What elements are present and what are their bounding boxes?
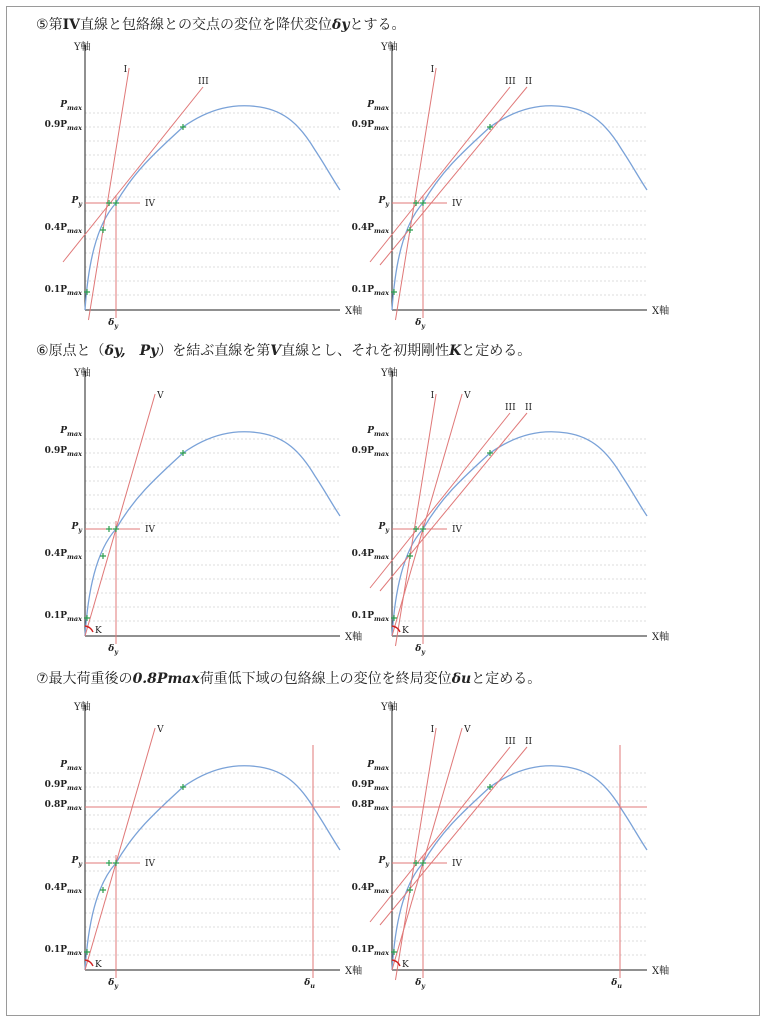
label-k: K [402, 960, 409, 970]
label-0.1pmax: $0.1P_{max}$ [44, 945, 82, 957]
line-ii [380, 87, 527, 265]
envelope-curve [85, 432, 340, 636]
panel-5-right [352, 40, 670, 330]
label-pmax: $P_{max}$ [60, 426, 82, 438]
envelope-curve [392, 766, 647, 970]
x-axis-label: X軸 [652, 306, 670, 317]
label-0.4pmax: $0.4P_{max}$ [351, 883, 389, 895]
label-delta-y: $\delta_y$ [108, 318, 118, 330]
label-0.4pmax: $0.4P_{max}$ [351, 549, 389, 561]
label-delta-y: $\delta_y$ [108, 644, 118, 656]
label-i: I [430, 65, 435, 75]
label-iii: III [198, 77, 209, 87]
point-marker [106, 526, 112, 532]
label-0.8pmax: $0.8P_{max}$ [44, 800, 82, 812]
envelope-curve [85, 766, 340, 970]
line-i [395, 68, 436, 320]
envelope-curve [85, 106, 340, 310]
label-py: $P_y$ [378, 196, 389, 208]
label-0.1pmax: $0.1P_{max}$ [351, 285, 389, 297]
x-axis-label: X軸 [652, 966, 670, 977]
label-py: $P_y$ [378, 522, 389, 534]
x-axis-label: X軸 [345, 306, 363, 317]
label-delta-u: $\delta_u$ [304, 978, 315, 990]
line-v [392, 728, 462, 970]
label-ii: II [525, 403, 533, 413]
label-pmax: $P_{max}$ [367, 426, 389, 438]
label-0.4pmax: $0.4P_{max}$ [351, 223, 389, 235]
line-ii [380, 747, 527, 925]
line-v [392, 394, 462, 636]
label-iii: III [505, 403, 516, 413]
label-v: V [464, 725, 471, 735]
label-i: I [430, 725, 435, 735]
label-0.9pmax: $0.9P_{max}$ [351, 780, 389, 792]
line-v [85, 394, 155, 636]
label-py: $P_y$ [71, 522, 82, 534]
label-py: $P_y$ [71, 196, 82, 208]
label-ii: II [525, 77, 533, 87]
point-marker [106, 860, 112, 866]
x-axis-label: X軸 [652, 632, 670, 643]
panel-7-left [45, 700, 363, 990]
y-axis-label: Y軸 [74, 368, 91, 379]
panel-5-left [45, 40, 363, 330]
panel-6-left [45, 366, 363, 656]
label-0.1pmax: $0.1P_{max}$ [44, 285, 82, 297]
label-pmax: $P_{max}$ [60, 100, 82, 112]
x-axis-label: X軸 [345, 632, 363, 643]
label-iv: IV [145, 525, 156, 535]
label-iv: IV [145, 859, 156, 869]
line-v [85, 728, 155, 970]
label-v: V [157, 391, 164, 401]
label-iv: IV [452, 525, 463, 535]
y-axis-label: Y軸 [381, 42, 398, 53]
label-delta-y: $\delta_y$ [108, 978, 118, 990]
label-0.9pmax: $0.9P_{max}$ [351, 120, 389, 132]
label-0.4pmax: $0.4P_{max}$ [44, 223, 82, 235]
line-i [395, 394, 436, 646]
label-k: K [95, 960, 102, 970]
x-axis-label: X軸 [345, 966, 363, 977]
label-delta-y: $\delta_y$ [415, 318, 425, 330]
label-ii: II [525, 737, 533, 747]
label-py: $P_y$ [378, 856, 389, 868]
envelope-curve [392, 106, 647, 310]
label-0.8pmax: $0.8P_{max}$ [351, 800, 389, 812]
label-delta-u: $\delta_u$ [611, 978, 622, 990]
label-delta-y: $\delta_y$ [415, 978, 425, 990]
label-0.4pmax: $0.4P_{max}$ [44, 883, 82, 895]
label-py: $P_y$ [71, 856, 82, 868]
label-i: I [123, 65, 128, 75]
label-0.4pmax: $0.4P_{max}$ [44, 549, 82, 561]
y-axis-label: Y軸 [74, 702, 91, 713]
y-axis-label: Y軸 [381, 702, 398, 713]
envelope-curve [392, 432, 647, 636]
label-k: K [402, 626, 409, 636]
label-pmax: $P_{max}$ [367, 100, 389, 112]
label-iii: III [505, 77, 516, 87]
line-i [395, 728, 436, 980]
label-iv: IV [452, 859, 463, 869]
label-0.1pmax: $0.1P_{max}$ [44, 611, 82, 623]
label-i: I [430, 391, 435, 401]
heading-step-6: ⑥原点と（δy, Py）を結ぶ直線を第V直線とし、それを初期剛性Kと定める。 [36, 343, 532, 359]
line-i [88, 68, 129, 320]
label-0.9pmax: $0.9P_{max}$ [44, 120, 82, 132]
panel-7-right [352, 700, 670, 990]
heading-step-5: ⑤第IV直線と包絡線との交点の変位を降伏変位δyとする。 [36, 17, 406, 33]
label-0.1pmax: $0.1P_{max}$ [351, 611, 389, 623]
panel-6-right [352, 366, 670, 656]
heading-step-7: ⑦最大荷重後の0.8Pmax荷重低下域の包絡線上の変位を終局変位δuと定める。 [36, 671, 542, 687]
label-pmax: $P_{max}$ [367, 760, 389, 772]
y-axis-label: Y軸 [381, 368, 398, 379]
label-delta-y: $\delta_y$ [415, 644, 425, 656]
label-iv: IV [452, 199, 463, 209]
label-v: V [157, 725, 164, 735]
label-iv: IV [145, 199, 156, 209]
label-iii: III [505, 737, 516, 747]
label-v: V [464, 391, 471, 401]
label-pmax: $P_{max}$ [60, 760, 82, 772]
label-k: K [95, 626, 102, 636]
label-0.9pmax: $0.9P_{max}$ [351, 446, 389, 458]
y-axis-label: Y軸 [74, 42, 91, 53]
label-0.9pmax: $0.9P_{max}$ [44, 446, 82, 458]
line-ii [380, 413, 527, 591]
label-0.1pmax: $0.1P_{max}$ [351, 945, 389, 957]
label-0.9pmax: $0.9P_{max}$ [44, 780, 82, 792]
